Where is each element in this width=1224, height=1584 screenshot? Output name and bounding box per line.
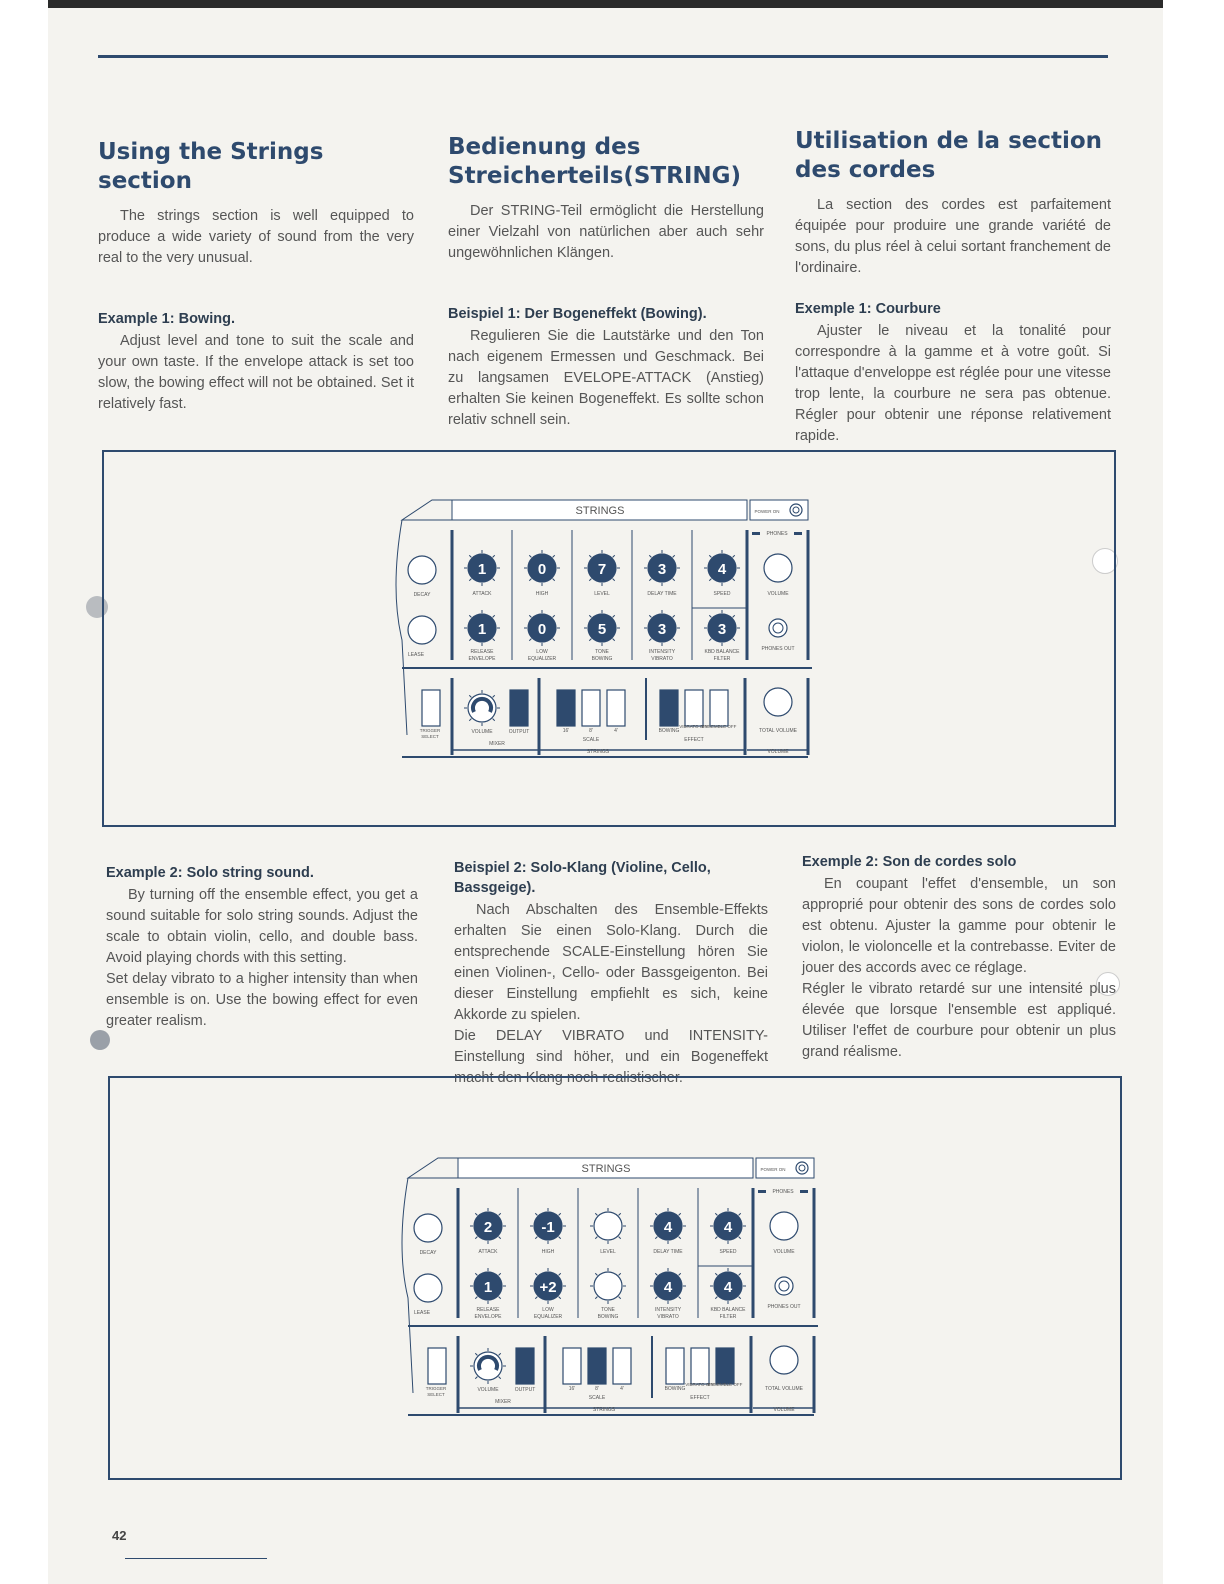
knob-tick <box>655 1237 657 1239</box>
low-sub-label: EQUALIZER <box>527 656 557 662</box>
english-example1-title: Example 1: Bowing. <box>98 311 235 327</box>
knob-tick <box>715 1273 717 1275</box>
knob-tick <box>649 639 651 641</box>
binder-hole <box>90 1030 110 1050</box>
header-rule <box>98 55 1108 58</box>
french-title: Utilisation de la section des cordes <box>795 128 1103 183</box>
german-example2-text2: Die DELAY VIBRATO und INTENSITY-Einstellung sind höher, und ein Bogeneffekt macht den Klang noch realistischer. <box>454 1028 768 1086</box>
scale-4-switch[interactable] <box>613 1348 631 1384</box>
knob-tick <box>715 1297 717 1299</box>
volume-knob[interactable] <box>770 1212 798 1240</box>
knob-tick <box>475 1377 477 1379</box>
knob-tick <box>529 615 531 617</box>
knob-tick <box>475 1213 477 1215</box>
kbd_balance-sub-label: FILTER <box>713 656 731 662</box>
english-example1-text: Adjust level and tone to suit the scale and your own taste. If the envelope attack is set too slow, the bowing effect will not be obtained. Set it relatively fast. <box>98 333 414 412</box>
knob-tick <box>499 1273 501 1275</box>
knob-tick <box>493 579 495 581</box>
knob-tick <box>619 1213 621 1215</box>
decay-knob[interactable] <box>408 556 436 584</box>
strings-bar-label: STRINGS <box>592 1407 616 1413</box>
strings-title: STRINGS <box>581 1163 631 1175</box>
ensemble-off-label: ENSEMBLE OFF <box>701 724 737 729</box>
knob-tick <box>499 1353 501 1355</box>
release-cut-knob[interactable] <box>408 616 436 644</box>
vibrato-off-label: VIBRATO OFF <box>685 1382 715 1387</box>
attack-label: ATTACK <box>478 1249 498 1255</box>
knob-tick <box>493 615 495 617</box>
kbd_balance-knob-value: 4 <box>723 1279 733 1296</box>
knob-tick <box>619 1237 621 1239</box>
knob-tick <box>679 1213 681 1215</box>
french-example2-title: Exemple 2: Son de cordes solo <box>802 854 1017 870</box>
knob-tick <box>469 555 471 557</box>
knob-tick <box>553 639 555 641</box>
power-on-label: POWER ON <box>754 509 780 514</box>
release-cut-label: LEASE <box>407 652 425 658</box>
level-knob-value: 7 <box>597 561 607 578</box>
knob-tick <box>709 639 711 641</box>
intensity-knob-value: 3 <box>657 621 667 638</box>
output-switch[interactable] <box>510 690 528 726</box>
intensity-sub-label: VIBRATO <box>651 656 673 662</box>
low-knob-value: +2 <box>539 1279 557 1296</box>
german-example1-title: Beispiel 1: Der Bogeneffekt (Bowing). <box>448 306 707 322</box>
knob-tick <box>499 1377 501 1379</box>
knob-tick <box>553 615 555 617</box>
knob-tick <box>493 639 495 641</box>
volume-label: VOLUME <box>767 591 789 597</box>
attack-knob-value: 2 <box>483 1219 493 1236</box>
intensity-label: INTENSITY <box>648 649 676 655</box>
bowing-label: BOWING <box>664 1386 686 1392</box>
footer-rule <box>125 1558 267 1559</box>
speed-knob-value: 4 <box>717 561 727 578</box>
knob-tick <box>655 1297 657 1299</box>
delay_time-knob-value: 3 <box>657 561 667 578</box>
kbd_balance-sub-label: FILTER <box>719 1314 737 1320</box>
tone-sub-label: BOWING <box>591 656 613 662</box>
knob-tick <box>613 579 615 581</box>
knob-tick <box>673 555 675 557</box>
strings-panel-diagram-1 <box>102 450 1116 827</box>
knob-tick <box>715 1213 717 1215</box>
scale-4-label: 4' <box>620 1386 624 1392</box>
panel-left-edge <box>402 1178 413 1393</box>
trigger-select-switch[interactable] <box>428 1348 446 1384</box>
panel-corner <box>402 500 452 520</box>
knob-tick <box>595 1237 597 1239</box>
scale-16-switch[interactable] <box>563 1348 581 1384</box>
ensemble-off-switch[interactable] <box>710 690 728 726</box>
knob-tick <box>475 1273 477 1275</box>
knob-tick <box>469 719 471 721</box>
scale-8-label: 8' <box>589 728 593 734</box>
power-on-label: POWER ON <box>760 1167 786 1172</box>
knob-tick <box>553 579 555 581</box>
mixer-label: MIXER <box>495 1399 511 1405</box>
low-label: LOW <box>536 649 548 655</box>
tone-knob-value: 5 <box>597 621 607 638</box>
high-label: HIGH <box>535 591 549 597</box>
attack-knob-value: 1 <box>477 561 487 578</box>
trigger-label: TRIGGER <box>419 728 441 733</box>
knob-tick <box>649 555 651 557</box>
ensemble-off-switch[interactable] <box>716 1348 734 1384</box>
trigger-select-switch[interactable] <box>422 690 440 726</box>
knob-tick <box>739 1273 741 1275</box>
knob-tick <box>709 615 711 617</box>
output-label: OUTPUT <box>514 1387 536 1393</box>
knob-tick <box>535 1237 537 1239</box>
knob-tick <box>469 639 471 641</box>
phones-bar <box>794 532 802 535</box>
release-cut-label: LEASE <box>413 1310 431 1316</box>
english-column-bottom <box>106 863 418 1032</box>
knob-tick <box>559 1213 561 1215</box>
phones-out-jack[interactable] <box>775 1277 793 1295</box>
phones-label: PHONES <box>766 531 788 537</box>
knob-tick <box>655 1273 657 1275</box>
phones-out-jack[interactable] <box>769 619 787 637</box>
knob-tick <box>529 555 531 557</box>
delay_time-label: DELAY TIME <box>653 1249 683 1255</box>
bowing-switch[interactable] <box>666 1348 684 1384</box>
knob-tick <box>535 1297 537 1299</box>
knob-tick <box>739 1213 741 1215</box>
kbd_balance-label: KBD BALANCE <box>704 649 740 655</box>
output-switch[interactable] <box>516 1348 534 1384</box>
high-knob-value: 0 <box>537 561 547 578</box>
total-volume-knob[interactable] <box>770 1346 798 1374</box>
knob-tick <box>589 639 591 641</box>
knob-tick <box>709 555 711 557</box>
scale-4-label: 4' <box>614 728 618 734</box>
english-intro: The strings section is well equipped to produce a wide variety of sound from the very real to the very unusual. <box>98 208 414 266</box>
knob-tick <box>559 1297 561 1299</box>
tone-knob[interactable] <box>594 1272 622 1300</box>
select-label: SELECT <box>421 734 439 739</box>
knob-tick <box>733 615 735 617</box>
english-column-top <box>98 138 414 415</box>
scale-8-switch[interactable] <box>582 690 600 726</box>
intensity-label: INTENSITY <box>654 1307 682 1313</box>
page-number: 42 <box>112 1528 127 1543</box>
scale-4-switch[interactable] <box>607 690 625 726</box>
release-knob-value: 1 <box>477 621 487 638</box>
mixer-volume-label: VOLUME <box>477 1387 499 1393</box>
knob-tick <box>475 1297 477 1299</box>
release-sub-label: ENVELOPE <box>468 656 496 662</box>
knob-tick <box>619 1273 621 1275</box>
english-example2-text2: Set delay vibrato to a higher intensity than when ensemble is on. Use the bowing effect for even greater realism. <box>106 971 418 1029</box>
knob-tick <box>469 615 471 617</box>
french-intro: La section des cordes est parfaitement équipée pour produire une grande variété de sons, du plus réel à celui sortant franchement de l'ordinaire. <box>795 197 1111 276</box>
strings-title: STRINGS <box>575 505 625 517</box>
ensemble-off-label: ENSEMBLE OFF <box>707 1382 743 1387</box>
knob-tick <box>595 1213 597 1215</box>
phones-out-label: PHONES OUT <box>767 1304 801 1310</box>
knob-tick <box>655 1213 657 1215</box>
french-example2-text1: En coupant l'effet d'ensemble, un son approprié pour obtenir des sons de cordes solo est obtenu. Ajuster la gamme pour obtenir le violon, le violoncelle et la contrebasse. Eviter de jouer des accords avec ce réglage. <box>802 876 1116 976</box>
phones-bar <box>800 1190 808 1193</box>
level-label: LEVEL <box>600 1249 616 1255</box>
kbd_balance-label: KBD BALANCE <box>710 1307 746 1313</box>
scale-16-label: 16' <box>562 728 570 734</box>
knob-tick <box>679 1273 681 1275</box>
strings-panel-1 <box>104 452 1114 825</box>
low-sub-label: EQUALIZER <box>533 1314 563 1320</box>
knob-tick <box>733 579 735 581</box>
knob-tick <box>499 1237 501 1239</box>
english-title: Using the Strings section <box>98 139 324 194</box>
knob-tick <box>649 615 651 617</box>
decay-knob[interactable] <box>414 1214 442 1242</box>
knob-tick <box>535 1273 537 1275</box>
knob-tick <box>739 1237 741 1239</box>
knob-tick <box>595 1297 597 1299</box>
vibrato-off-switch[interactable] <box>685 690 703 726</box>
knob-tick <box>673 639 675 641</box>
vibrato-off-switch[interactable] <box>691 1348 709 1384</box>
output-label: OUTPUT <box>508 729 530 735</box>
french-column-bottom <box>802 852 1116 1063</box>
scale-16-label: 16' <box>568 1386 576 1392</box>
french-column-top <box>795 127 1111 447</box>
german-column-bottom <box>454 858 768 1089</box>
volume-bar-label: VOLUME <box>773 1407 795 1413</box>
tone-label: TONE <box>595 649 609 655</box>
release-sub-label: ENVELOPE <box>474 1314 502 1320</box>
scale-label: SCALE <box>588 1395 606 1401</box>
level-label: LEVEL <box>594 591 610 597</box>
volume-bar-label: VOLUME <box>767 749 789 755</box>
strings-panel-diagram-2 <box>108 1076 1122 1480</box>
knob-tick <box>673 615 675 617</box>
low-label: LOW <box>542 1307 554 1313</box>
total-volume-label: TOTAL VOLUME <box>759 728 797 734</box>
knob-tick <box>715 1237 717 1239</box>
strings-bar-label: STRINGS <box>586 749 610 755</box>
knob-tick <box>619 1297 621 1299</box>
scale-label: SCALE <box>582 737 600 743</box>
german-title: Bedienung des Streicherteils(STRING) <box>448 134 742 189</box>
knob-tick <box>475 1353 477 1355</box>
mixer-volume-label: VOLUME <box>471 729 493 735</box>
decay-label: DECAY <box>413 592 431 598</box>
knob-tick <box>733 639 735 641</box>
phones-out-label: PHONES OUT <box>761 646 795 652</box>
knob-tick <box>529 639 531 641</box>
release-label: RELEASE <box>470 649 494 655</box>
knob-tick <box>499 1297 501 1299</box>
knob-tick <box>595 1273 597 1275</box>
german-example1-text: Regulieren Sie die Lautstärke und den Ton nach eigenem Ermessen und Geschmack. Bei zu langsamen EVELOPE-ATTACK (Anstieg) erhalten Sie keinen Bogeneffekt. Es sollte schon relativ schnell sein. <box>448 328 764 428</box>
knob-tick <box>739 1297 741 1299</box>
delay_time-label: DELAY TIME <box>647 591 677 597</box>
total-volume-knob[interactable] <box>764 688 792 716</box>
mixer-label: MIXER <box>489 741 505 747</box>
select-label: SELECT <box>427 1392 445 1397</box>
strings-panel-2 <box>110 1078 1120 1478</box>
knob-tick <box>499 1213 501 1215</box>
level-knob[interactable] <box>594 1212 622 1240</box>
french-example1-title: Exemple 1: Courbure <box>795 301 941 317</box>
knob-tick <box>649 579 651 581</box>
tone-label: TONE <box>601 1307 615 1313</box>
knob-tick <box>469 695 471 697</box>
tone-sub-label: BOWING <box>597 1314 619 1320</box>
german-intro: Der STRING-Teil ermöglicht die Herstellung einer Vielzahl von natürlichen aber auch sehr ungewöhnlichen Klängen. <box>448 203 764 261</box>
knob-tick <box>493 719 495 721</box>
knob-tick <box>679 1297 681 1299</box>
panel-group <box>396 500 812 757</box>
speed-label: SPEED <box>719 1249 737 1255</box>
knob-tick <box>589 555 591 557</box>
speed-label: SPEED <box>713 591 731 597</box>
intensity-sub-label: VIBRATO <box>657 1314 679 1320</box>
knob-tick <box>475 1237 477 1239</box>
attack-label: ATTACK <box>472 591 492 597</box>
effect-label: EFFECT <box>684 737 704 743</box>
high-knob-value: -1 <box>541 1219 555 1236</box>
phones-label: PHONES <box>772 1189 794 1195</box>
german-column-top <box>448 133 764 431</box>
bowing-switch[interactable] <box>660 690 678 726</box>
speed-knob-value: 4 <box>723 1219 733 1236</box>
knob-tick <box>673 579 675 581</box>
low-knob-value: 0 <box>537 621 547 638</box>
english-example2-title: Example 2: Solo string sound. <box>106 865 314 881</box>
french-example2-text2: Régler le vibrato retardé sur une intensité plus élevée que lorsque l'ensemble est appliqué. Utiliser l'effet de courbure pour obtenir un plus grand réalisme. <box>802 981 1116 1060</box>
vibrato-off-label: VIBRATO OFF <box>679 724 709 729</box>
decay-label: DECAY <box>419 1250 437 1256</box>
knob-tick <box>535 1213 537 1215</box>
knob-tick <box>709 579 711 581</box>
knob-tick <box>529 579 531 581</box>
phones-bar <box>758 1190 766 1193</box>
knob-tick <box>493 695 495 697</box>
knob-tick <box>553 555 555 557</box>
knob-tick <box>469 579 471 581</box>
knob-tick <box>589 579 591 581</box>
panel-group <box>402 1158 818 1415</box>
german-example2-title: Beispiel 2: Solo-Klang (Violine, Cello, Bassgeige). <box>454 860 711 896</box>
top-edge-bar <box>48 0 1163 8</box>
knob-tick <box>679 1237 681 1239</box>
panel-corner <box>408 1158 458 1178</box>
english-example2-text1: By turning off the ensemble effect, you get a sound suitable for solo string sounds. Adjust the scale to obtain violin, cello, and double bass. Avoid playing chords with this setting. <box>106 887 418 966</box>
kbd_balance-knob-value: 3 <box>717 621 727 638</box>
intensity-knob-value: 4 <box>663 1279 673 1296</box>
panel-left-edge <box>396 520 407 735</box>
german-example2-text1: Nach Abschalten des Ensemble-Effekts erhalten Sie einen Solo-Klang. Durch die entsprechende SCALE-Einstellung hören Sie einen Violinen-, Cello- oder Bassgeigenton. Bei dieser Einstellung empfiehlt es sich, keine Akkorde zu spielen. <box>454 902 768 1023</box>
high-label: HIGH <box>541 1249 555 1255</box>
knob-tick <box>613 615 615 617</box>
release-knob-value: 1 <box>483 1279 493 1296</box>
effect-label: EFFECT <box>690 1395 710 1401</box>
volume-label: VOLUME <box>773 1249 795 1255</box>
scale-8-label: 8' <box>595 1386 599 1392</box>
knob-tick <box>559 1237 561 1239</box>
trigger-label: TRIGGER <box>425 1386 447 1391</box>
volume-knob[interactable] <box>764 554 792 582</box>
knob-tick <box>733 555 735 557</box>
knob-tick <box>559 1273 561 1275</box>
french-example1-text: Ajuster le niveau et la tonalité pour correspondre à la gamme et à votre goût. Si l'attaque d'enveloppe est réglée pour une vitesse trop lente, la courbure ne sera pas obtenue. Régler pour obtenir une réponse relativement rapide. <box>795 323 1111 444</box>
delay_time-knob-value: 4 <box>663 1219 673 1236</box>
knob-tick <box>613 639 615 641</box>
knob-tick <box>613 555 615 557</box>
scale-16-switch[interactable] <box>557 690 575 726</box>
knob-tick <box>493 555 495 557</box>
release-label: RELEASE <box>476 1307 500 1313</box>
knob-tick <box>589 615 591 617</box>
release-cut-knob[interactable] <box>414 1274 442 1302</box>
phones-bar <box>752 532 760 535</box>
total-volume-label: TOTAL VOLUME <box>765 1386 803 1392</box>
bowing-label: BOWING <box>658 728 680 734</box>
scale-8-switch[interactable] <box>588 1348 606 1384</box>
